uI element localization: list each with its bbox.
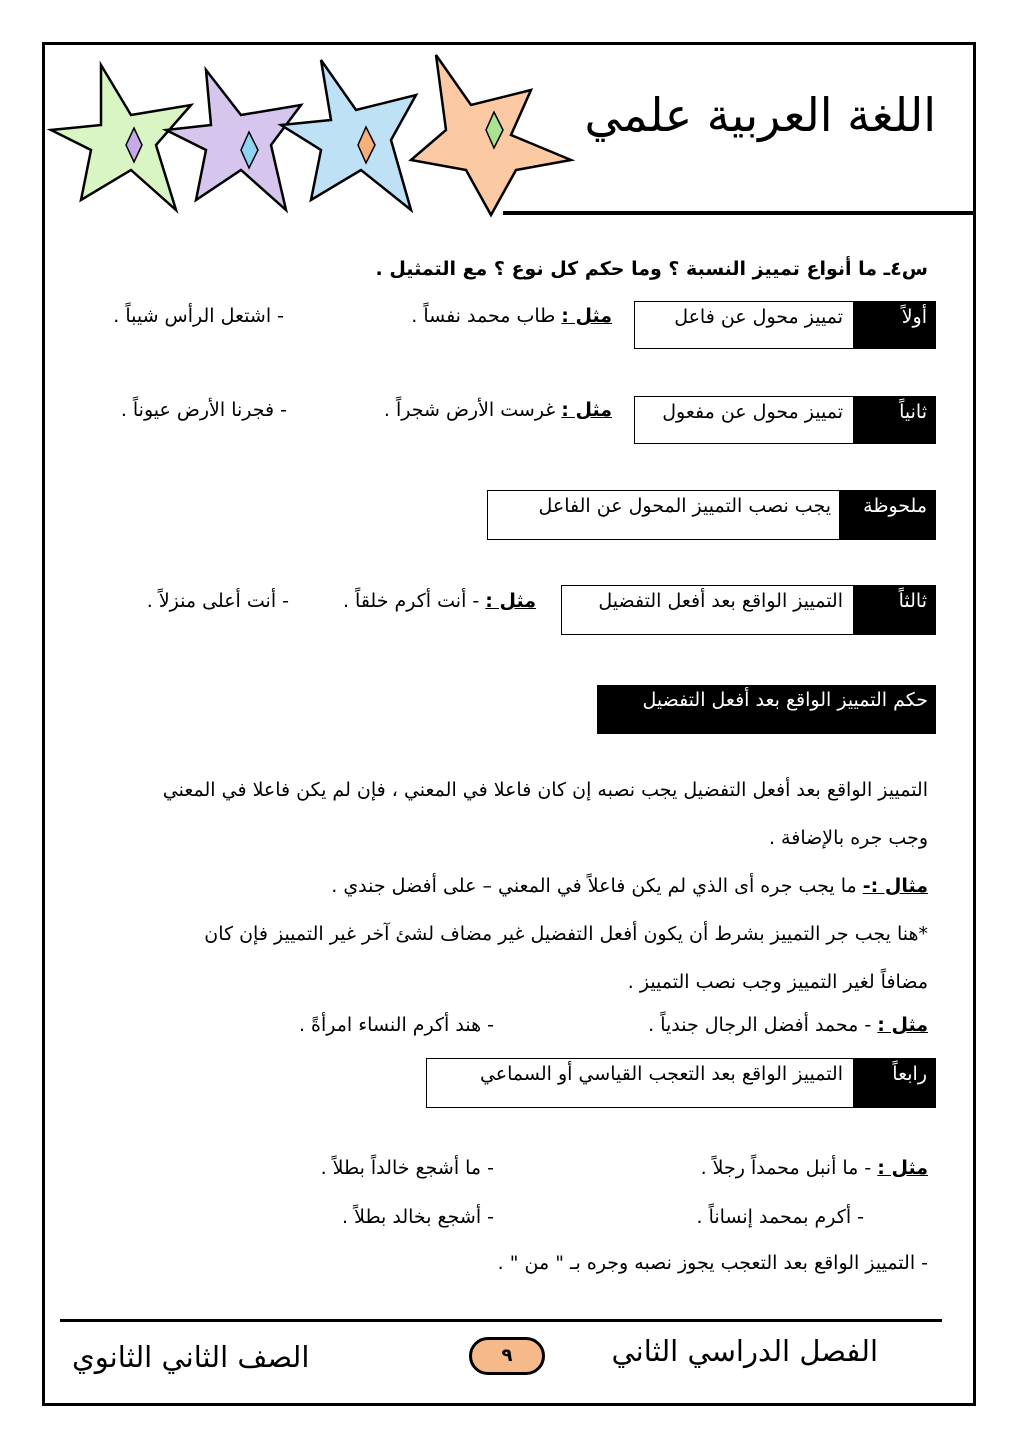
rule-paragraph bbox=[92, 766, 928, 1006]
example-label: مثل : bbox=[877, 1157, 928, 1179]
rule-example-2 bbox=[648, 1014, 928, 1036]
fourth-example-1 bbox=[701, 1157, 928, 1179]
title-divider bbox=[503, 211, 976, 215]
example-label: مثل : bbox=[561, 399, 612, 421]
page-title: اللغة العربية علمي bbox=[584, 88, 936, 142]
example-text: ما يجب جره أى الذي لم يكن فاعلاً في المعني – على أفضل جندي . bbox=[331, 875, 857, 897]
question-heading: س٤ـ ما أنواع تمييز النسبة ؟ وما حكم كل نوع ؟ مع التمثيل . bbox=[375, 258, 928, 280]
third-text: التمييز الواقع بعد أفعل التفضيل bbox=[598, 590, 843, 612]
note-box bbox=[487, 490, 936, 540]
example-label: مثل : bbox=[561, 305, 612, 327]
first-text: تمييز محول عن فاعل bbox=[674, 306, 843, 328]
page-number: ٩ bbox=[469, 1337, 545, 1375]
rule-line-1: التمييز الواقع بعد أفعل التفضيل يجب نصبه إن كان فاعلا في المعني ، فإن لم يكن فاعلا في المعني bbox=[162, 779, 928, 801]
rule-line-5: مضافاً لغير التمييز وجب نصب التمييز . bbox=[627, 971, 928, 993]
third-type-box bbox=[561, 585, 936, 635]
third-example-2: - أنت أعلى منزلاً . bbox=[146, 590, 289, 612]
fourth-final-note: - التمييز الواقع بعد التعجب يجوز نصبه وجره بـ " من " . bbox=[497, 1252, 928, 1274]
second-text: تمييز محول عن مفعول bbox=[662, 401, 843, 423]
rule-example-2b: - هند أكرم النساء امرأةً . bbox=[298, 1014, 494, 1036]
example-text: - ما أنبل محمداً رجلاً . bbox=[700, 1157, 872, 1179]
second-label: ثانياً bbox=[853, 397, 935, 443]
footer-semester: الفصل الدراسي الثاني bbox=[611, 1334, 878, 1368]
star-icon bbox=[281, 60, 416, 210]
example-text: - أنت أكرم خلقاً . bbox=[342, 590, 480, 612]
note-text: يجب نصب التمييز المحول عن الفاعل bbox=[538, 495, 831, 517]
example-label: مثل : bbox=[877, 1014, 928, 1036]
third-label: ثالثاً bbox=[853, 586, 935, 634]
footer-divider bbox=[60, 1319, 942, 1322]
first-example-2: - اشتعل الرأس شيباً . bbox=[113, 305, 284, 327]
rule-example-line bbox=[92, 862, 928, 910]
fourth-example-4: - أشجع بخالد بطلاً . bbox=[342, 1206, 494, 1228]
rule-line-4: *هنا يجب جر التمييز بشرط أن يكون أفعل التفضيل غير مضاف لشئ آخر غير التمييز فإن كان bbox=[204, 923, 928, 945]
fourth-example-2: - ما أشجع خالداً بطلاً . bbox=[320, 1157, 494, 1179]
example-text: - محمد أفضل الرجال جندياً . bbox=[648, 1014, 872, 1036]
example-label: مثل : bbox=[485, 590, 536, 612]
star-icon bbox=[51, 65, 191, 210]
footer-grade: الصف الثاني الثانوي bbox=[72, 1340, 310, 1374]
third-example bbox=[343, 590, 536, 612]
example-label: مثال :- bbox=[862, 875, 928, 897]
fourth-label: رابعاً bbox=[853, 1059, 935, 1107]
second-type-box bbox=[634, 396, 936, 444]
star-icon bbox=[166, 70, 301, 210]
fourth-text: التمييز الواقع بعد التعجب القياسي أو السماعي bbox=[479, 1063, 843, 1085]
decorative-stars bbox=[46, 50, 576, 225]
rule-heading: حكم التمييز الواقع بعد أفعل التفضيل bbox=[597, 685, 936, 734]
example-text: طاب محمد نفساً . bbox=[411, 305, 556, 327]
star-icon bbox=[411, 55, 571, 215]
second-example bbox=[384, 399, 612, 421]
first-label: أولاً bbox=[853, 302, 935, 348]
rule-line-2: وجب جره بالإضافة . bbox=[768, 827, 928, 849]
first-example bbox=[411, 305, 612, 327]
fourth-example-3: - أكرم بمحمد إنساناً . bbox=[696, 1206, 864, 1228]
example-text: غرست الأرض شجراً . bbox=[383, 399, 556, 421]
first-type-box bbox=[634, 301, 936, 349]
note-label: ملحوظة bbox=[839, 491, 935, 539]
fourth-type-box bbox=[426, 1058, 936, 1108]
second-example-2: - فجرنا الأرض عيوناً . bbox=[120, 399, 287, 421]
